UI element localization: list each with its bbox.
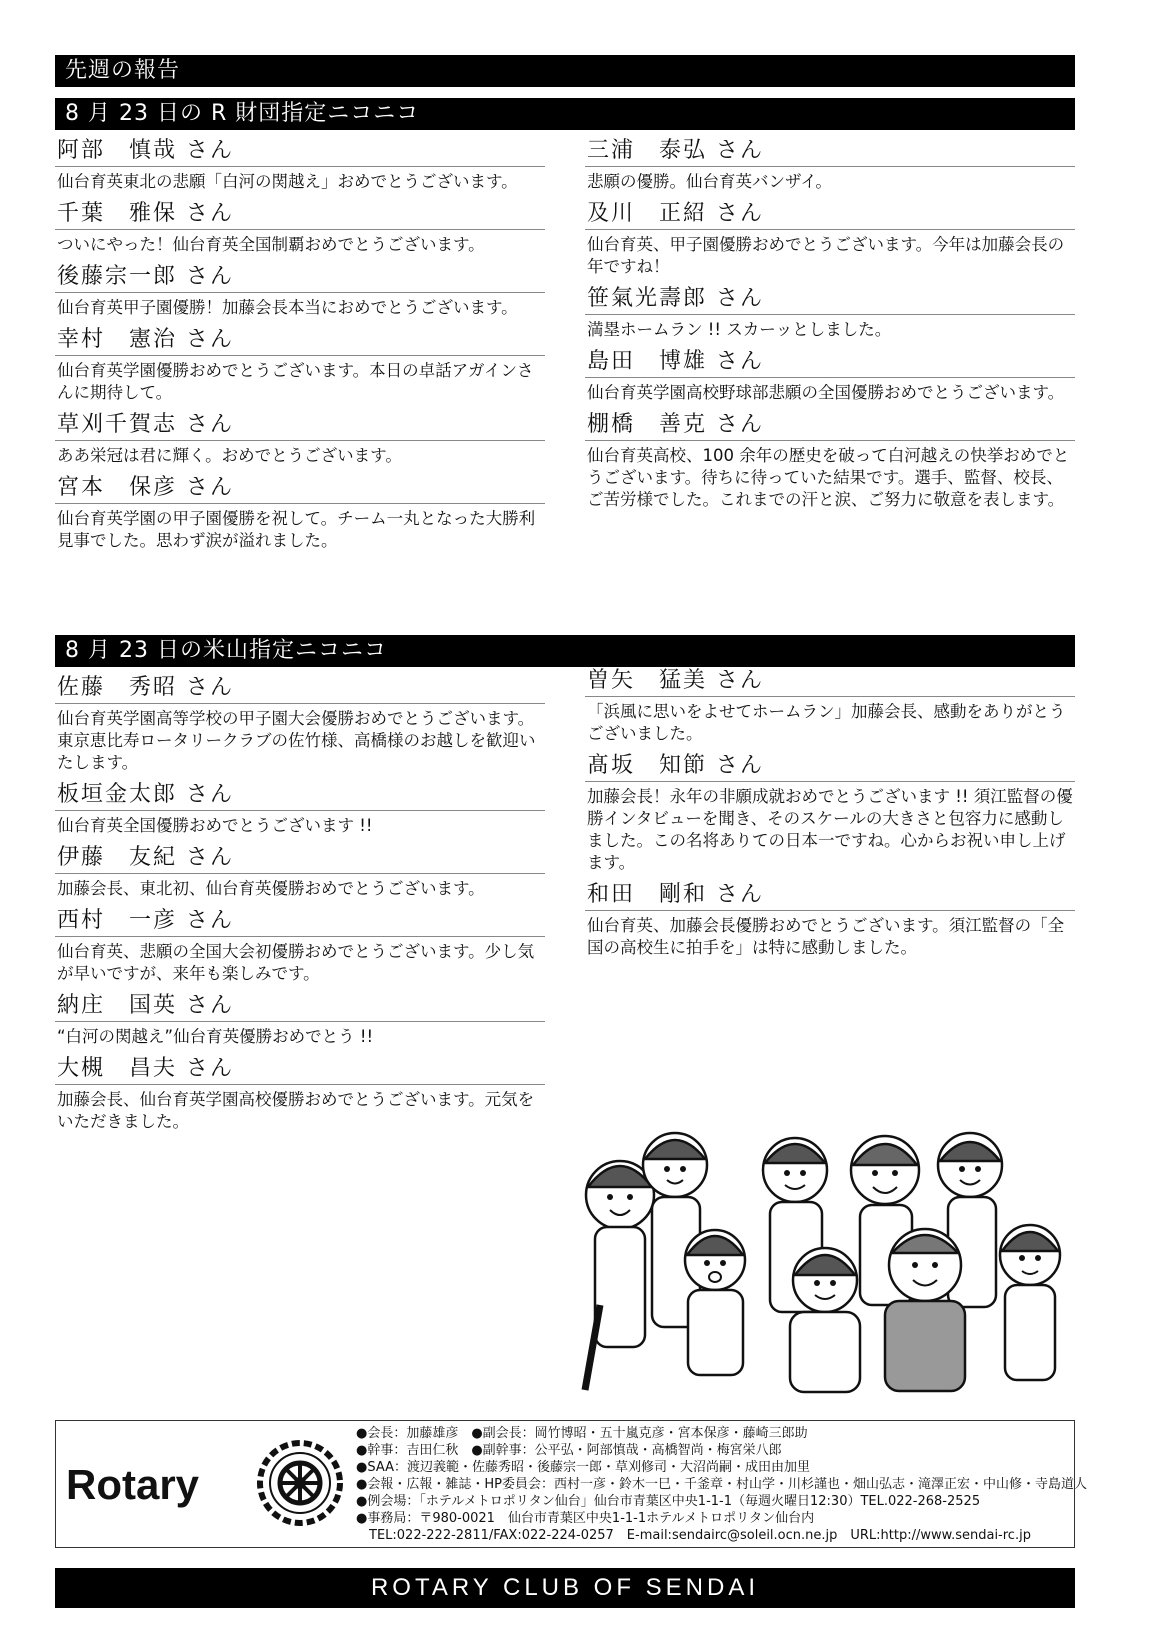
- message-entry: [55, 410, 545, 467]
- member-message: 満塁ホームラン !! スカーッとしました。: [587, 320, 892, 339]
- member-name: 納庄 国英 さん: [55, 991, 545, 1022]
- member-message: 仙台育英全国優勝おめでとうございます !!: [57, 816, 373, 835]
- member-message: 加藤会長、東北初、仙台育英優勝おめでとうございます。: [57, 879, 485, 898]
- message-entry: [55, 199, 545, 256]
- member-message: ああ栄冠は君に輝く。おめでとうございます。: [57, 446, 402, 465]
- message-entry: [55, 780, 545, 837]
- member-message: 仙台育英、加藤会長優勝おめでとうございます。須江監督の「全国の高校生に拍手を」は特に感動しました。: [587, 916, 1065, 957]
- message-entry: [585, 199, 1075, 278]
- member-message: 仙台育英高校、100 余年の歴史を破って白河越えの快挙おめでとうございます。待ちに待っていた結果です。選手、監督、校長、ご苦労様でした。これまでの汗と涙、ご努力に敬意を表します。: [587, 446, 1070, 509]
- member-message: 仙台育英学園高等学校の甲子園大会優勝おめでとうございます。東京恵比寿ロータリークラブの佐竹様、高橋様のお越しを歓迎いたします。: [57, 709, 536, 772]
- section2-left-column: [55, 673, 545, 1139]
- message-entry: [585, 410, 1075, 511]
- member-name: 佐藤 秀昭 さん: [55, 673, 545, 704]
- member-message: 仙台育英学園優勝おめでとうございます。本日の卓話アガインさんに期待して。: [57, 361, 534, 402]
- info-line: ●会長：加藤雄彦 ●副会長：岡竹博昭・五十嵐克彦・宮本保彦・藤崎三郎助: [356, 1426, 808, 1441]
- section-title-r-foundation: 8 月 23 日の R 財団指定ニコニコ: [55, 98, 1075, 130]
- message-entry: [55, 906, 545, 985]
- member-message: 仙台育英、甲子園優勝おめでとうございます。今年は加藤会長の年ですね！: [587, 235, 1065, 276]
- member-message: 「浜風に思いをよせてホームラン」加藤会長、感動をありがとうございました。: [587, 702, 1066, 743]
- rotary-wheel-icon: [256, 1439, 344, 1527]
- section1-left-column: [55, 136, 545, 558]
- club-officers-info: [356, 1425, 1087, 1544]
- member-name: 笹氣光壽郎 さん: [585, 284, 1075, 315]
- member-message: “白河の関越え”仙台育英優勝おめでとう !!: [57, 1027, 374, 1046]
- message-entry: [585, 347, 1075, 404]
- message-entry: [55, 843, 545, 900]
- member-name: 草刈千賀志 さん: [55, 410, 545, 441]
- info-line: ●例会場：「ホテルメトロポリタン仙台」仙台市青葉区中央1-1-1（毎週火曜日12:30）TEL.022-268-2525: [356, 1494, 981, 1509]
- member-name: 及川 正紹 さん: [585, 199, 1075, 230]
- message-entry: [585, 136, 1075, 193]
- member-name: 曽矢 猛美 さん: [585, 666, 1075, 697]
- member-name: 板垣金太郎 さん: [55, 780, 545, 811]
- member-message: 加藤会長、仙台育英学園高校優勝おめでとうございます。元気をいただきました。: [57, 1090, 535, 1131]
- club-info-box: [55, 1420, 1087, 1548]
- member-message: 仙台育英、悲願の全国大会初優勝おめでとうございます。少し気が早いですが、来年も楽しみです。: [57, 942, 535, 983]
- message-entry: [55, 325, 545, 404]
- section-title-yoneyama: 8 月 23 日の米山指定ニコニコ: [55, 635, 1075, 667]
- member-name: 西村 一彦 さん: [55, 906, 545, 937]
- section-header-report: 先週の報告: [55, 55, 1075, 87]
- member-name: 幸村 憲治 さん: [55, 325, 545, 356]
- message-entry: [585, 751, 1075, 874]
- member-message: 仙台育英学園の甲子園優勝を祝して。チーム一丸となった大勝利見事でした。思わず涙が溢れました。: [57, 509, 536, 550]
- section2-right-column: [585, 666, 1075, 965]
- member-message: ついにやった！仙台育英全国制覇おめでとうございます。: [57, 235, 485, 254]
- member-name: 千葉 雅保 さん: [55, 199, 545, 230]
- member-message: 仙台育英甲子園優勝！加藤会長本当におめでとうございます。: [57, 298, 518, 317]
- message-entry: [55, 1054, 545, 1133]
- member-name: 髙坂 知節 さん: [585, 751, 1075, 782]
- member-message: 仙台育英学園高校野球部悲願の全国優勝おめでとうございます。: [587, 383, 1065, 402]
- member-name: 阿部 慎哉 さん: [55, 136, 545, 167]
- club-name-bar: ROTARY CLUB OF SENDAI: [55, 1568, 1075, 1608]
- member-message: 加藤会長！永年の非願成就おめでとうございます !! 須江監督の優勝インタビューを聞き、そのスケールの大きさと包容力に感動しました。この名将ありての日本一ですね。心からお祝い申し上げます。: [587, 787, 1073, 872]
- info-line: ●事務局：〒980-0021 仙台市青葉区中央1-1-1ホテルメトロポリタン仙台内: [356, 1511, 815, 1526]
- member-name: 和田 剛和 さん: [585, 880, 1075, 911]
- message-entry: [55, 991, 545, 1048]
- message-entry: [585, 284, 1075, 341]
- member-name: 三浦 泰弘 さん: [585, 136, 1075, 167]
- member-message: 悲願の優勝。仙台育英バンザイ。: [587, 172, 832, 191]
- message-entry: [55, 673, 545, 774]
- member-name: 島田 博雄 さん: [585, 347, 1075, 378]
- message-entry: [55, 473, 545, 552]
- message-entry: [55, 136, 545, 193]
- member-name: 大槻 昌夫 さん: [55, 1054, 545, 1085]
- rotary-logo-text: Rotary: [66, 1461, 200, 1508]
- message-entry: [585, 666, 1075, 745]
- info-line: ●SAA：渡辺義範・佐藤秀昭・後藤宗一郎・草刈修司・大沼尚嗣・成田由加里: [356, 1460, 810, 1475]
- info-line: ●会報・広報・雑誌・HP委員会：西村一彦・鈴木一巳・千釜章・村山学・川杉謹也・畑山弘志・滝澤正宏・中山修・寺島道人: [356, 1477, 1087, 1492]
- member-name: 後藤宗一郎 さん: [55, 262, 545, 293]
- message-entry: [55, 262, 545, 319]
- member-message: 仙台育英東北の悲願「白河の関越え」おめでとうございます。: [57, 172, 518, 191]
- info-line: TEL:022-222-2811/FAX:022-224-0257 E-mail:sendairc@soleil.ocn.ne.jp URL:http://www.sendai-rc.jp: [356, 1528, 1031, 1543]
- info-line: ●幹事：吉田仁秋 ●副幹事：公平弘・阿部慎哉・高橋智尚・梅宮栄八郎: [356, 1443, 782, 1458]
- member-name: 伊藤 友紀 さん: [55, 843, 545, 874]
- member-name: 宮本 保彦 さん: [55, 473, 545, 504]
- baseball-team-illustration: [570, 1125, 1070, 1410]
- member-name: 棚橋 善克 さん: [585, 410, 1075, 441]
- section1-right-column: [585, 136, 1075, 517]
- message-entry: [585, 880, 1075, 959]
